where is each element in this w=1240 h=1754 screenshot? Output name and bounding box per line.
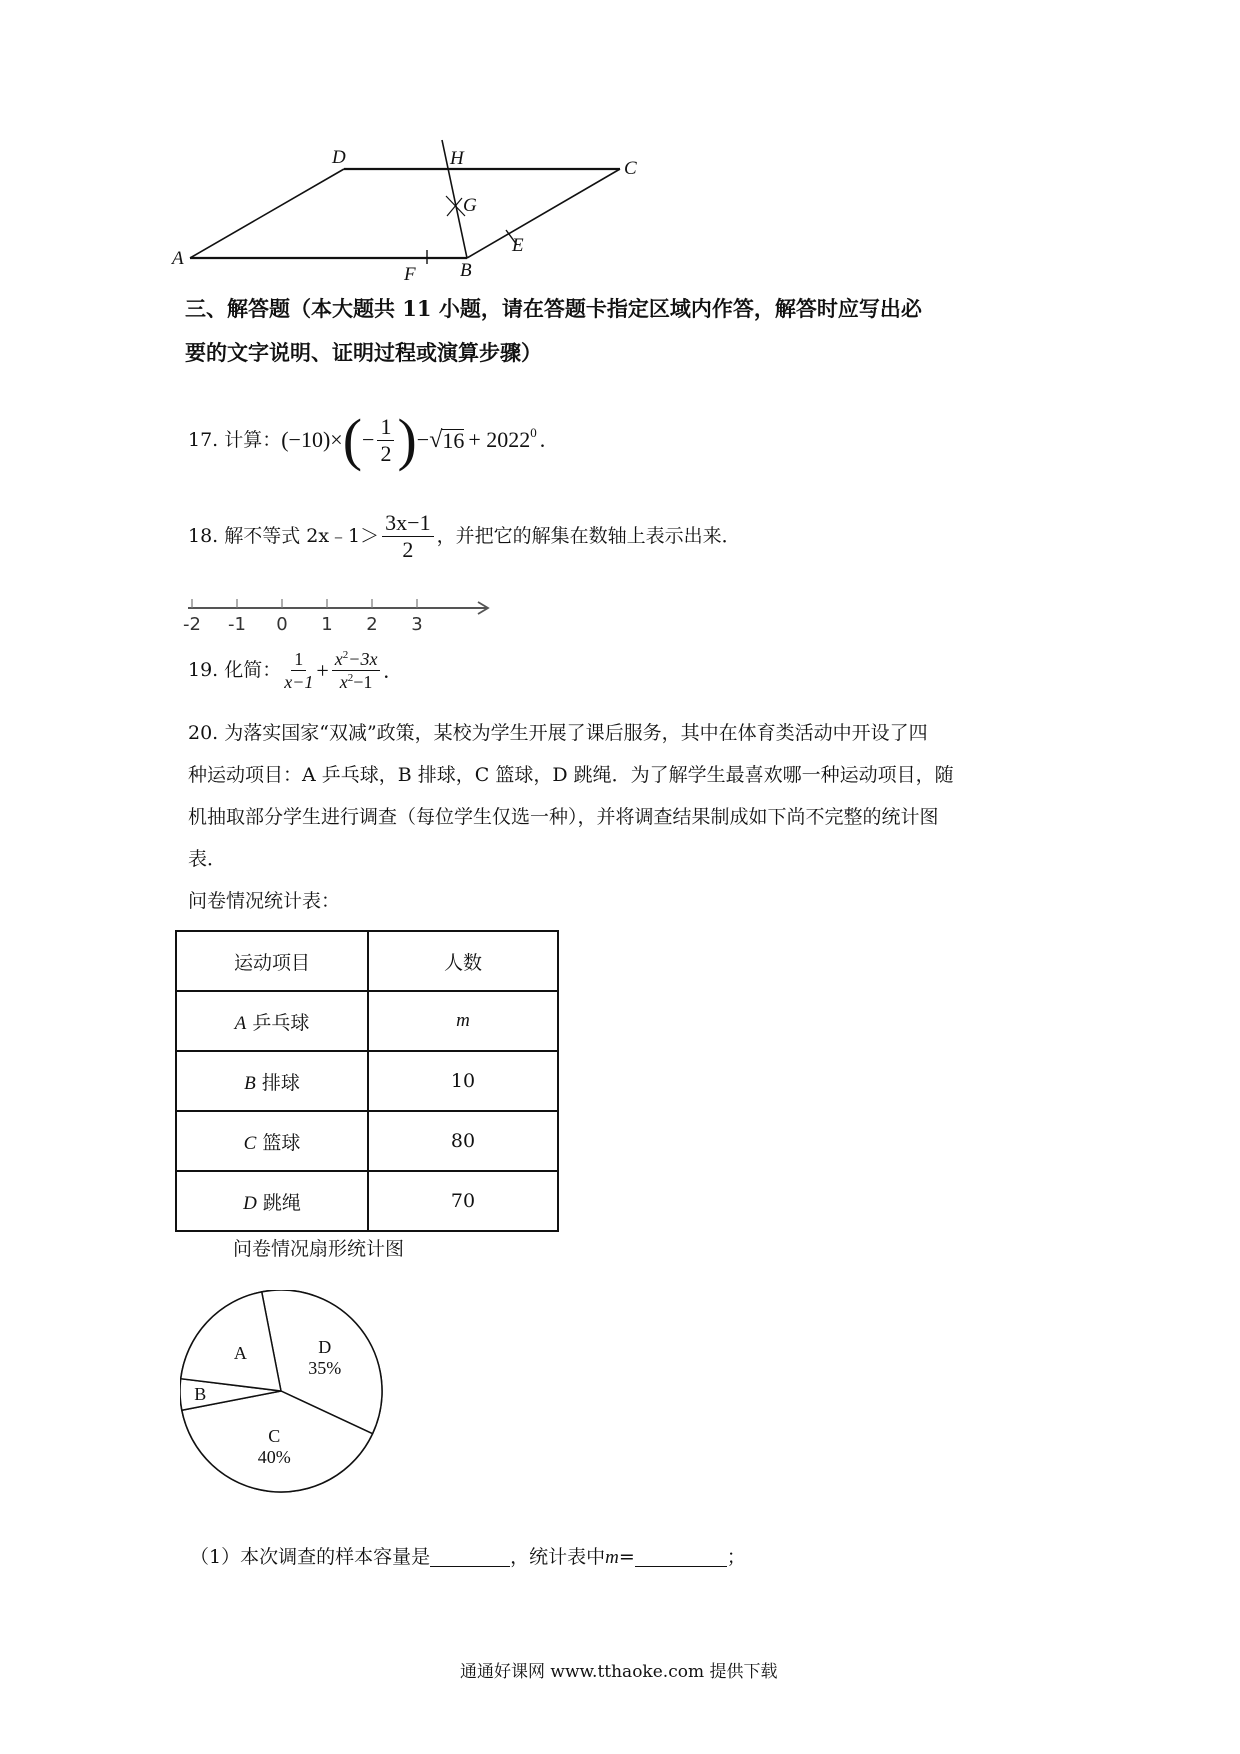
sub-question-1 [190, 1548, 746, 1567]
q17-neg: − [362, 427, 375, 453]
number-line-tick-label: 0 [276, 614, 288, 635]
q17-label: 计算： [224, 428, 282, 451]
page-footer: 通通好课网 www.tthaoke.com 提供下载 [460, 1662, 778, 1682]
q17-sqrt-val: 16 [442, 427, 465, 453]
item-letter: B [244, 1072, 256, 1094]
table-header-count: 人数 [368, 931, 558, 991]
q17-minus: − [416, 427, 430, 453]
q20-line3: 机抽取部分学生进行调查（每位学生仅选一种），并将调查结果制成如下尚不完整的统计图 [188, 806, 939, 828]
question-17 [188, 407, 546, 472]
table-header-item: 运动项目 [176, 931, 368, 991]
sub1-text-b: ，统计表中 [510, 1546, 606, 1568]
item-letter: C [243, 1132, 257, 1154]
table-header-row [176, 931, 558, 991]
table-cell-count: 10 [368, 1051, 558, 1111]
table-row [176, 1111, 558, 1171]
sample-size-blank[interactable] [430, 1548, 510, 1567]
item-name: 乒乓球 [252, 1011, 310, 1034]
table-cell-item [176, 1111, 368, 1171]
q19-fraction-2 [332, 650, 381, 691]
table-cell-item [176, 991, 368, 1051]
number-line-tick-label: 3 [411, 614, 423, 635]
q19-frac2-den-rest: −1 [353, 672, 373, 692]
section-heading-line1: 三、解答题（本大题共 11 小题，请在答题卡指定区域内作答，解答时应写出必 [185, 296, 922, 321]
q19-frac2-den-base: x [339, 672, 348, 692]
q19-frac2-den [340, 671, 373, 691]
sub1-m: m [605, 1547, 619, 1568]
pie-percent-c: 40% [257, 1447, 291, 1468]
question-19 [188, 650, 389, 691]
q19-number: 19. [188, 659, 219, 681]
label-d: D [332, 147, 346, 168]
q20-line1: 20. 为落实国家“双减”政策，某校为学生开展了课后服务，其中在体育类活动中开设了四 [188, 722, 928, 744]
q17-part1: (−10)× [281, 427, 343, 453]
item-name: 排球 [261, 1071, 300, 1094]
q19-frac1-num: 1 [291, 650, 306, 671]
label-f: F [404, 264, 416, 285]
table-cell-item [176, 1051, 368, 1111]
q19-label: 化简： [224, 659, 282, 681]
label-c: C [624, 158, 637, 179]
pie-chart [180, 1290, 420, 1520]
sub1-text-a: （1）本次调查的样本容量是 [190, 1546, 431, 1568]
segment-ad [190, 169, 344, 258]
sub1-end: ； [726, 1546, 746, 1568]
pie-label-c: C [268, 1426, 281, 1447]
label-a: A [172, 248, 184, 269]
pie-label-d: D [318, 1336, 332, 1357]
number-line [180, 585, 500, 635]
q19-plus: + [316, 657, 329, 683]
table-row [176, 991, 558, 1051]
label-h: H [450, 148, 464, 169]
number-line-tick-label: 2 [366, 614, 378, 635]
q17-end: . [539, 427, 546, 453]
item-name: 跳绳 [262, 1191, 301, 1214]
m-value-blank[interactable] [635, 1548, 727, 1567]
q17-frac-num: 1 [377, 416, 394, 441]
pie-percent-d: 35% [308, 1357, 342, 1378]
q19-frac2-den-sup: 2 [347, 672, 354, 684]
q17-fraction [377, 413, 394, 466]
number-line-tick-label: -1 [228, 614, 246, 635]
q17-number: 17. [188, 428, 219, 451]
q17-exponent: 0 [530, 425, 537, 440]
table-cell-item [176, 1171, 368, 1231]
q20-line2: 种运动项目：A 乒乓球，B 排球，C 篮球，D 跳绳．为了解学生最喜欢哪一种运动项目，随 [188, 764, 954, 786]
label-b: B [460, 260, 472, 281]
q18-frac-den: 2 [402, 537, 414, 562]
segment-bc [467, 169, 620, 258]
q17-left-paren: ( [342, 407, 363, 472]
table-cell-count: m [368, 991, 558, 1051]
q19-end: . [383, 657, 389, 683]
item-letter: D [243, 1192, 257, 1214]
number-line-tick-label: 1 [321, 614, 333, 635]
table-row [176, 1171, 558, 1231]
q17-part3: + 2022 [468, 427, 531, 453]
q19-frac2-num-base: x [334, 649, 343, 669]
q20-line4: 表． [188, 848, 227, 870]
section-heading-line2: 要的文字说明、证明过程或演算步骤） [185, 340, 542, 365]
q17-right-paren: ) [397, 407, 417, 472]
pie-label-a: A [233, 1343, 247, 1364]
q17-frac-den: 2 [380, 440, 392, 466]
number-line-tick-label: -2 [183, 614, 201, 635]
table-cell-count: 70 [368, 1171, 558, 1231]
sqrt-icon: √ [429, 427, 443, 454]
item-name: 篮球 [262, 1131, 301, 1154]
parallelogram-figure [0, 0, 1240, 300]
table-row [176, 1051, 558, 1111]
q18-frac-num: 3x−1 [382, 512, 433, 537]
question-18 [188, 512, 741, 561]
label-g: G [463, 195, 477, 216]
item-letter: A [234, 1012, 247, 1034]
survey-table [175, 930, 559, 1232]
table-title: 问卷情况统计表： [188, 890, 341, 912]
label-e: E [512, 235, 524, 256]
q18-tail: ，并把它的解集在数轴上表示出来． [436, 525, 741, 547]
q19-fraction-1 [284, 650, 313, 691]
q18-label: 解不等式 2x﹣1＞ [224, 525, 380, 547]
q19-frac2-num-sup: 2 [342, 649, 349, 661]
q19-frac2-num [332, 650, 381, 671]
sub1-eq: = [618, 1546, 635, 1568]
q18-fraction [382, 512, 433, 561]
table-cell-count: 80 [368, 1111, 558, 1171]
q18-number: 18. [188, 525, 219, 547]
q19-frac1-den: x−1 [284, 672, 314, 692]
pie-chart-title: 问卷情况扇形统计图 [233, 1238, 405, 1260]
pie-label-b: B [194, 1383, 207, 1404]
q19-frac2-num-rest: −3x [348, 649, 378, 669]
